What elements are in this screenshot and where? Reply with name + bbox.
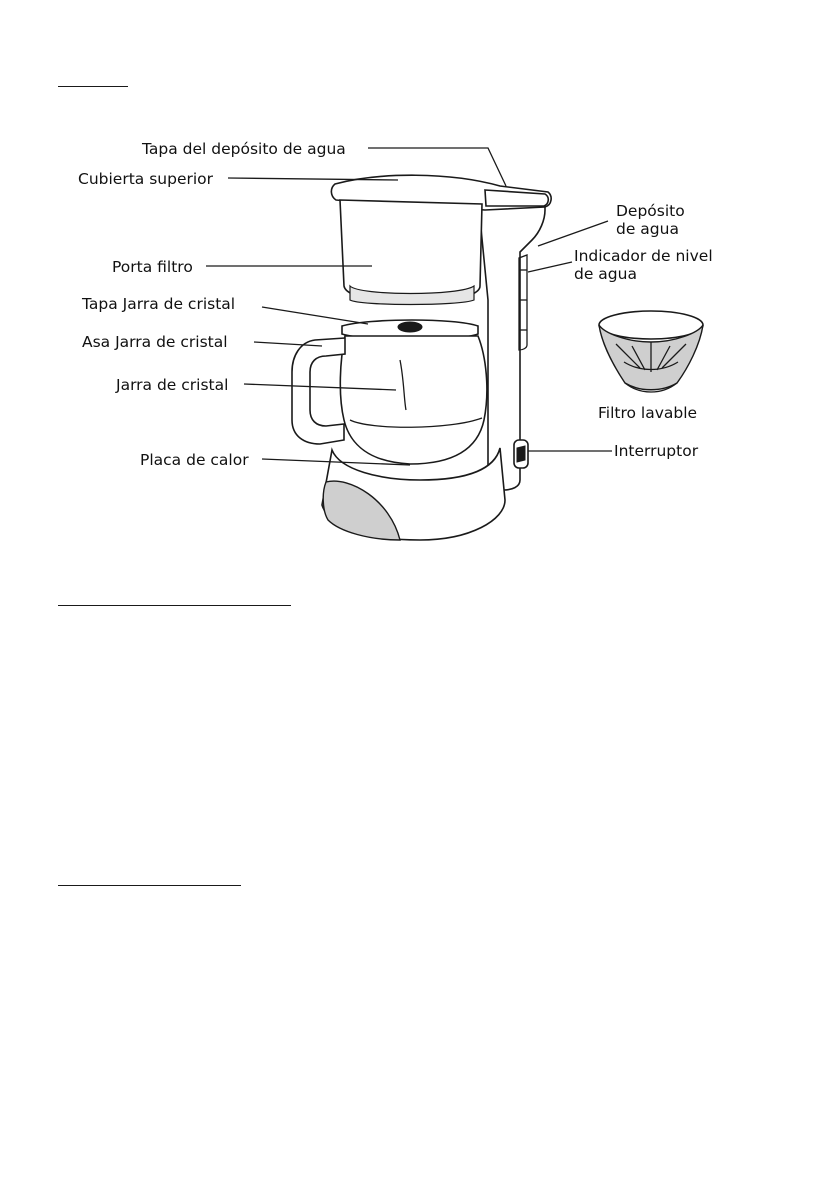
label-reservoir-lid: Tapa del depósito de agua: [142, 140, 346, 158]
water-reservoir-body: [478, 198, 545, 490]
filter-holder: [340, 200, 482, 300]
heading-underline-2: [58, 605, 291, 606]
glass-jar: [340, 336, 487, 464]
label-level-line1: Indicador de nivel: [574, 247, 713, 265]
label-reservoir-line2: de agua: [616, 220, 679, 238]
coffee-maker-illustration: [292, 175, 551, 540]
label-glass-jar: Jarra de cristal: [116, 376, 229, 394]
label-jar-handle: Asa Jarra de cristal: [82, 333, 228, 351]
label-washable-filter: Filtro lavable: [598, 404, 698, 422]
heading-underline-3: [58, 885, 241, 886]
label-level-line2: de agua: [574, 265, 637, 283]
jar-handle: [292, 338, 345, 444]
label-jar-lid: Tapa Jarra de cristal: [82, 295, 236, 313]
label-filter-holder: Porta filtro: [112, 258, 193, 276]
label-hot-plate: Placa de calor: [140, 451, 249, 469]
washable-filter-illustration: [599, 311, 703, 392]
label-reservoir-line1: Depósito: [616, 202, 685, 220]
label-switch: Interruptor: [614, 442, 699, 460]
label-top-cover: Cubierta superior: [78, 170, 214, 188]
